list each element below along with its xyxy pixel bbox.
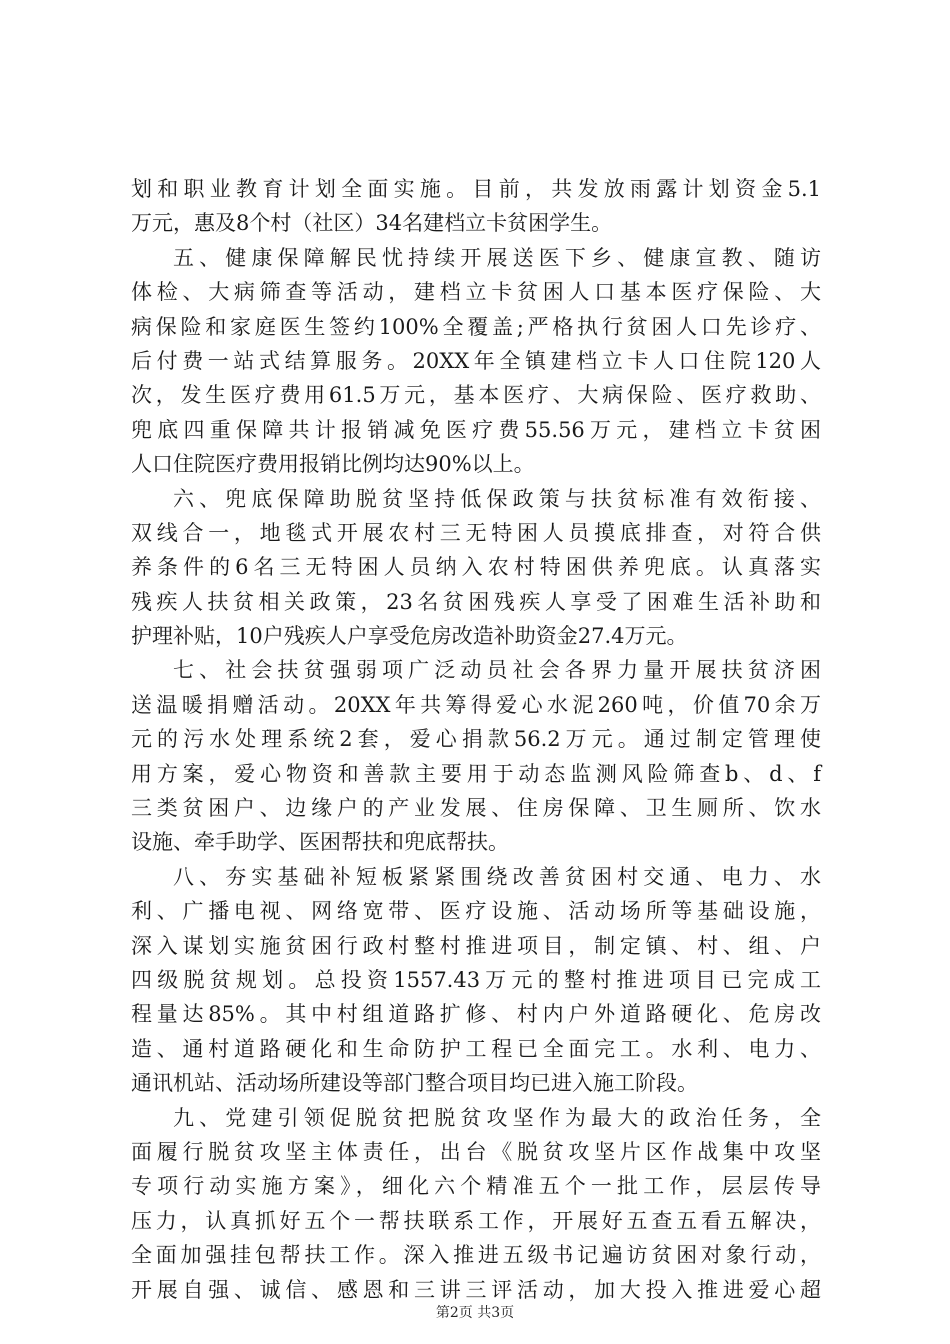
paragraph-line: 三类贫困户、边缘户的产业发展、住房保障、卫生厕所、饮水 <box>131 796 821 821</box>
paragraph-line: 程量达85%。其中村组道路扩修、村内户外道路硬化、危房改 <box>131 1002 821 1027</box>
paragraph-line: 体检、大病筛查等活动，建档立卡贫困人口基本医疗保险、大 <box>131 280 821 305</box>
paragraph-first-line: 八、夯实基础补短板紧紧围绕改善贫困村交通、电力、水 <box>173 864 821 889</box>
paragraph-line: 元的污水处理系统2套，爱心捐款56.2万元。通过制定管理使 <box>131 727 821 752</box>
paragraph-line: 次，发生医疗费用61.5万元，基本医疗、大病保险、医疗救助、 <box>131 383 821 408</box>
paragraph-line: 后付费一站式结算服务。20XX年全镇建档立卡人口住院120人 <box>131 348 821 373</box>
paragraph-line: 划和职业教育计划全面实施。目前，共发放雨露计划资金5.1 <box>131 177 821 201</box>
paragraph-first-line: 九、党建引领促脱贫把脱贫攻坚作为最大的政治任务，全 <box>173 1105 821 1130</box>
paragraph-line: 双线合一，地毯式开展农村三无特困人员摸底排查，对符合供 <box>131 520 821 545</box>
paragraph-line: 用方案，爱心物资和善款主要用于动态监测风险筛查b、d、f <box>131 761 821 786</box>
paragraph-line: 深入谋划实施贫困行政村整村推进项目，制定镇、村、组、户 <box>131 933 821 958</box>
paragraph-line: 养条件的6名三无特困人员纳入农村特困供养兜底。认真落实 <box>131 555 821 580</box>
paragraph-line: 利、广播电视、网络宽带、医疗设施、活动场所等基础设施， <box>131 899 821 924</box>
paragraph-line: 万元，惠及8个村（社区）34名建档立卡贫困学生。 <box>131 211 613 236</box>
paragraph-line: 压力，认真抓好五个一帮扶联系工作，开展好五查五看五解决， <box>131 1208 821 1233</box>
paragraph-line: 残疾人扶贫相关政策，23名贫困残疾人享受了困难生活补助和 <box>131 589 821 614</box>
paragraph-line: 四级脱贫规划。总投资1557.43万元的整村推进项目已完成工 <box>131 967 821 992</box>
paragraph-line: 全面加强挂包帮扶工作。深入推进五级书记遍访贫困对象行动， <box>131 1243 821 1268</box>
document-body <box>131 172 821 1307</box>
paragraph-line: 设施、牵手助学、医困帮扶和兜底帮扶。 <box>131 830 509 855</box>
paragraph-first-line: 七、社会扶贫强弱项广泛动员社会各界力量开展扶贫济困 <box>173 658 821 683</box>
paragraph-line: 专项行动实施方案》，细化六个精准五个一批工作，层层传导 <box>131 1174 821 1199</box>
paragraph-first-line: 五、健康保障解民忧持续开展送医下乡、健康宣教、随访 <box>173 245 821 270</box>
paragraph-line: 兜底四重保障共计报销减免医疗费55.56万元，建档立卡贫困 <box>131 417 821 442</box>
paragraph-line: 送温暖捐赠活动。20XX年共筹得爱心水泥260吨，价值70余万 <box>131 692 821 717</box>
paragraph-line: 护理补贴，10户残疾人户享受危房改造补助资金27.4万元。 <box>131 624 688 649</box>
paragraph-line: 通讯机站、活动场所建设等部门整合项目均已进入施工阶段。 <box>131 1071 698 1096</box>
paragraph-line: 人口住院医疗费用报销比例均达90%以上。 <box>131 452 535 477</box>
paragraph-line: 开展自强、诚信、感恩和三讲三评活动，加大投入推进爱心超 <box>131 1277 821 1302</box>
paragraph-first-line: 六、兜底保障助脱贫坚持低保政策与扶贫标准有效衔接、 <box>173 486 821 511</box>
paragraph-line: 面履行脱贫攻坚主体责任，出台《脱贫攻坚片区作战集中攻坚 <box>131 1139 821 1164</box>
page-number: 第2页 共3页 <box>435 1305 515 1321</box>
paragraph-line: 造、通村道路硬化和生命防护工程已全面完工。水利、电力、 <box>131 1036 821 1061</box>
paragraph-line: 病保险和家庭医生签约100%全覆盖;严格执行贫困人口先诊疗、 <box>131 314 821 339</box>
